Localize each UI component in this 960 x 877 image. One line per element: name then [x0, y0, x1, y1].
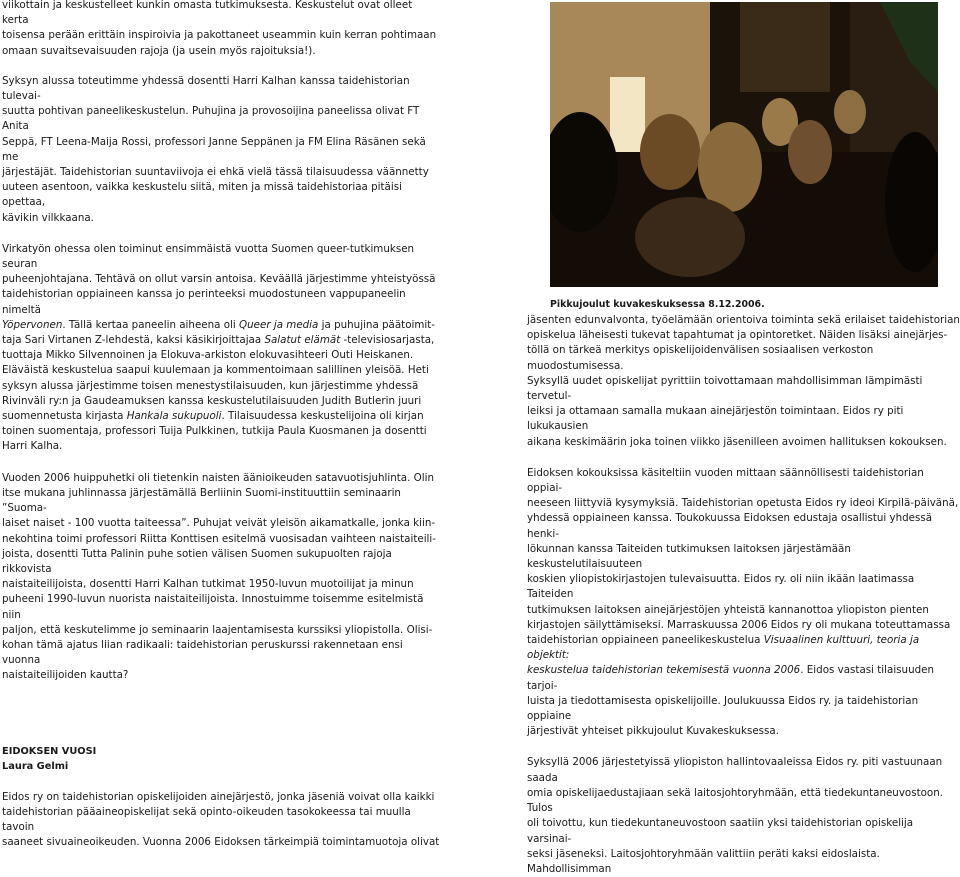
paragraph-queer-society	[2, 242, 440, 455]
paragraph-elections	[527, 755, 960, 877]
title-italic: Salatut elämät	[264, 334, 341, 347]
text-line: syksyn alussa järjestimme toisen menestystilaisuuden, kun järjestimme yhdessä	[2, 379, 419, 392]
paragraph-intro	[2, 0, 440, 59]
party-photo	[550, 2, 938, 287]
person-1	[640, 114, 700, 190]
text-line: suutta pohtivan paneelikeskustelun. Puhujina ja provosoijina paneelissa olivat FT Anita	[2, 105, 420, 133]
text-line: nekohtina toimi professori Riitta Konttisen esitelmä vuosisadan vaihteen naistaiteili-	[2, 532, 436, 545]
text-fragment: suomennetusta kirjasta	[2, 410, 127, 423]
text-line: Virkatyön ohessa olen toiminut ensimmäistä vuotta Suomen queer-tutkimuksen seuran	[2, 242, 415, 271]
text-line: puheeni 1990-luvun nuorista naistaiteilijoista. Innostuimme toisemme esitelmistä niin	[2, 593, 424, 621]
text-line: Syksyn alussa toteutimme yhdessä dosentti Harri Kalhan kanssa taidehistorian tulevai-	[2, 74, 410, 103]
text-fragment: . Tilaisuudessa keskustelijoina oli kirjan	[221, 410, 424, 423]
text-fragment: . Eidos vastasi tilaisuuden tarjoi-	[527, 664, 934, 692]
text-line: oli toivottu, kun tiedekuntaneuvostoon saatiin yksi taidehistorian opiskelija varsinai-	[527, 817, 914, 845]
person-4	[788, 120, 832, 184]
text-line: opiskelua läheisesti tukevat tapahtumat ja opintoretket. Näiden lisäksi ainejärjes-	[527, 329, 948, 342]
text-line: naistaiteilijoista, dosentti Harri Kalhan tutkimat 1950-luvun muotoilijat ja minun	[2, 578, 414, 591]
photo-caption: Pikkujoulut kuvakeskuksessa 8.12.2006.	[550, 299, 765, 311]
text-line: järjestäjät. Taidehistorian suuntaviivoja ei ehkä vielä tässä tilaisuudessa väännetty	[2, 166, 429, 179]
text-line: Eidoksen kokouksissa käsiteltiin vuoden mittaan säännöllisesti taidehistorian oppiai-	[527, 466, 924, 495]
text-line: Eidos ry on taidehistorian opiskelijoiden ainejärjestö, jonka jäseniä voivat olla kaikki	[2, 790, 435, 803]
text-fragment: -televisiosarjasta,	[340, 334, 435, 347]
paragraph-suffrage	[2, 471, 440, 684]
text-line: puheenjohtajana. Tehtävä on ollut varsin antoisa. Keväällä järjestimme yhteistyössä	[2, 273, 436, 286]
text-line: omaan suvaitsevaisuuden rajoja (ja usein myös rajoituksia!).	[2, 44, 316, 57]
paragraph-members	[527, 313, 960, 450]
text-fragment: taja Sari Virtanen Z-lehdestä, kaksi käsikirjoittajaa	[2, 334, 265, 347]
paragraph-eidos-intro	[2, 790, 440, 851]
text-line: Vuoden 2006 huippuhetki oli tietenkin naisten äänioikeuden satavuotisjuhlinta. Olin	[2, 471, 435, 484]
title-italic: Queer ja media	[239, 318, 319, 331]
text-line: viikottain ja keskustelleet kunkin omasta tutkimuksesta. Keskustelut ovat olleet kerta	[2, 0, 413, 27]
title-italic: keskustelua taidehistorian tekemisestä vuonna 2006	[527, 664, 801, 677]
paragraph-meetings	[527, 466, 960, 740]
section-heading: EIDOKSEN VUOSI	[2, 745, 97, 757]
right-text-column	[527, 313, 960, 877]
text-line: omia opiskelijaedustajiaan sekä laitosjohtoryhmään, että tiedekuntaneuvostoon. Tulos	[527, 786, 944, 815]
party-photo-illustration	[550, 2, 938, 287]
person-2	[698, 122, 762, 212]
person-5	[834, 90, 866, 134]
text-line: kirjastojen säilyttämiseksi. Marraskuussa 2006 Eidos ry oli mukana toteuttamassa	[527, 618, 951, 631]
text-line: luista ja tiedottamisesta opiskelijoille. Joulukuussa Eidos ry. ja taidehistorian oppiaine	[527, 694, 919, 723]
title-italic: Visuaalinen kulttuuri, teoria ja objektit:	[527, 634, 920, 662]
foreground-person	[635, 197, 745, 277]
text-line: Harri Kalha.	[2, 440, 63, 453]
left-text-column	[2, 0, 440, 850]
text-line: taidehistorian pääaineopiskelijat sekä opinto-oikeuden tasokokeessa tai muulla tavoin	[2, 805, 411, 833]
text-line: aikana keskimäärin joka toinen viikko jäsenilleen avoimen hallituksen kokouksen.	[527, 435, 947, 448]
text-line: järjestivät yhteiset pikkujoulut Kuvakeskuksessa.	[527, 725, 779, 738]
text-fragment: ja puhujina päätoimit-	[318, 318, 436, 331]
text-line: joista, dosentti Tutta Palinin puhe sotien välisen Suomen sukupuolten rajoja rikkovista	[2, 547, 392, 575]
text-fragment: . Tällä kertaa paneelin aiheena oli	[62, 318, 240, 331]
text-line: uuteen asentoon, vaikka keskustelu siitä, miten ja missä taidehistoriaa pitäisi opettaa,	[2, 181, 402, 209]
text-line: taidehistorian oppiaineen kanssa jo perinteeksi muodostuneen vappupaneelin nimeltä	[2, 288, 406, 316]
text-line: töllä on tärkeä merkitys opiskelijoidenvälisen sosiaalisen verkoston muodostumisessa.	[527, 344, 874, 372]
paragraph-panel	[2, 74, 440, 226]
text-line: neeseen liittyviä kysymyksiä. Taidehistorian opetusta Eidos ry ideoi Kirpilä-päivänä,	[527, 497, 959, 510]
window	[740, 2, 830, 92]
text-line: jäsenten edunvalvonta, työelämään orientoiva toiminta sekä erilaiset taidehistorian	[527, 314, 960, 326]
text-line: laiset naiset - 100 vuotta taiteessa”. Puhujat veivät yleisön aikamatkalle, jonka kiin-	[2, 517, 436, 530]
text-line: seksi jäseneksi. Laitosjohtoryhmään valittiin peräti kaksi eidoslaista. Mahdollisimman	[527, 847, 880, 875]
text-line: tuottaja Mikko Silvennoinen ja Elokuva-arkiston elokuvasihteeri Outi Heiskanen.	[2, 349, 414, 362]
text-line: tutkimuksen laitoksen ainejärjestöjen yhteistä kannanottoa yliopiston pienten	[527, 603, 929, 616]
text-fragment: taidehistorian oppiaineen paneelikeskustelua	[527, 634, 764, 647]
text-line: Rivinväli ry:n ja Gaudeamuksen kanssa keskustelutilaisuuden Judith Butlerin juuri	[2, 394, 422, 407]
text-line: itse mukana juhlinnassa järjestämällä Berliinin Suomi-instituuttiin seminaarin ”Suoma-	[2, 486, 401, 515]
text-line: Seppä, FT Leena-Maija Rossi, professori Janne Seppänen ja FM Elina Räsänen sekä me	[2, 135, 426, 163]
title-italic: Hankala sukupuoli	[126, 410, 222, 423]
text-line: Syksyllä uudet opiskelijat pyrittiin toivottamaan mahdollisimman lämpimästi tervetul-	[527, 374, 923, 403]
text-line: Eläväistä keskustelua saapui kuulemaan ja kommentoimaan salillinen yleisöä. Heti	[2, 364, 429, 377]
text-line: toisensa perään erittäin inspiroivia ja pakottaneet useammin kuin kerran pohtimaan	[2, 29, 437, 42]
text-line: leiksi ja ottamaan samalla mukaan ainejärjestön toimintaan. Eidos ry piti lukukausien	[527, 405, 904, 433]
text-line: kävikin vilkkaana.	[2, 211, 94, 224]
title-italic: Yöpervonen	[2, 318, 63, 331]
author-name: Laura Gelmi	[2, 760, 69, 772]
text-line: yhdessä oppiaineen kanssa. Toukokuussa Eidoksen edustaja osallistui yhdessä henki-	[527, 512, 933, 540]
text-line: paljon, että keskutelimme jo seminaarin laajentamisesta kurssiksi yliopistolla. Olisi-	[2, 623, 433, 636]
text-line: koskien yliopistokirjastojen tulevaisuutta. Eidos ry. oli niin ikään laatimassa Taiteiden	[527, 573, 915, 601]
text-line: naistaiteilijoiden kautta?	[2, 669, 129, 682]
text-line: toinen suomentaja, professori Tuija Pulkkinen, tutkija Paula Kuosmanen ja dosentti	[2, 425, 427, 438]
text-line: Syksyllä 2006 järjestetyissä yliopiston hallintovaaleissa Eidos ry. piti vastuunaan saada	[527, 756, 943, 784]
text-line: kohan tämä ajatus liian radikaali: taidehistorian peruskurssi rakennetaan ensi vuonna	[2, 638, 403, 667]
text-line: lökunnan kanssa Taiteiden tutkimuksen laitoksen järjestämään keskustelutilaisuuteen	[527, 542, 851, 571]
text-line: saaneet sivuaineoikeuden. Vuonna 2006 Eidoksen tärkeimpiä toimintamuotoja olivat	[2, 836, 440, 849]
